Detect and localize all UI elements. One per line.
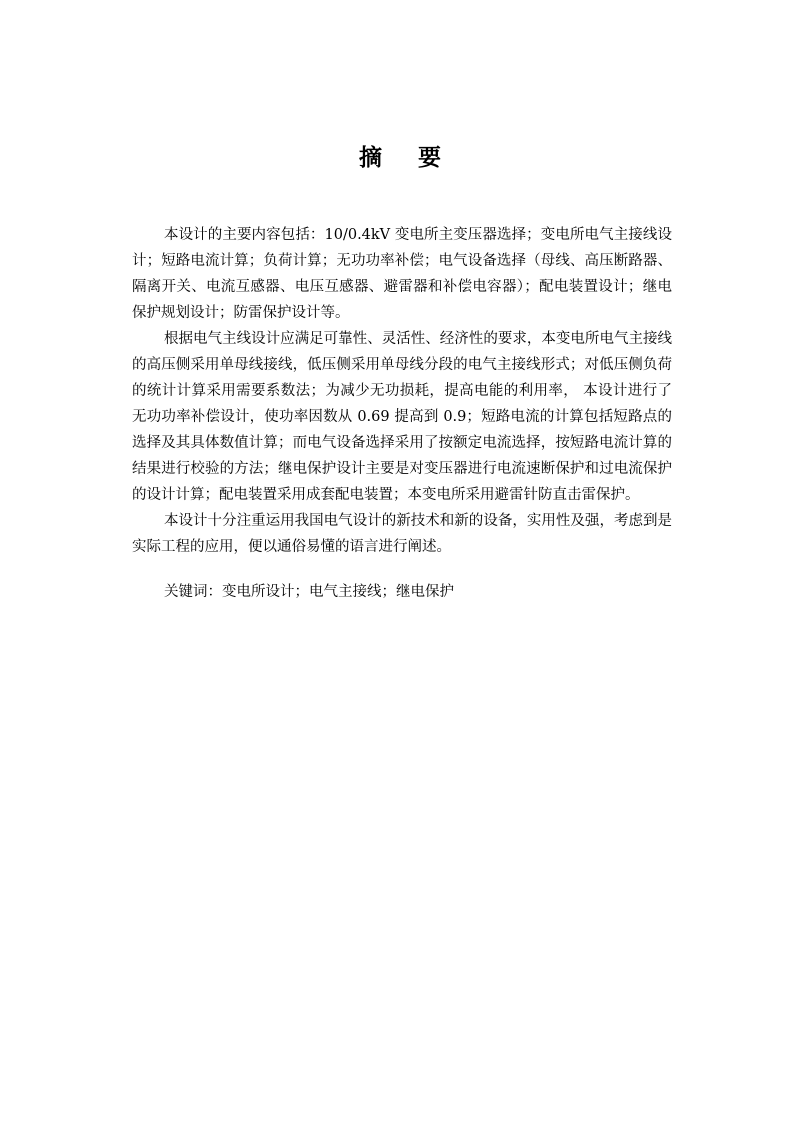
abstract-paragraph-2: 根据电气主线设计应满足可靠性、灵活性、经济性的要求，本变电所电气主接线的高压侧采用单母线接线，低压侧采用单母线分段的电气主接线形式；对低压侧负荷的统计计算采用需要系数法；为减少无功损耗，提高电能的利用率， 本设计进行了无功功率补偿设计，使功率因数从 0.69 提高到 0.9；短路电流的计算包括短路点的选择及其具体数值计算；而电气设备选择采用了按额定电流选择，按短路电流计算的结果进行校验的方法；继电保护设计主要是对变压器进行电流速断保护和过电流保护的设计计算；配电装置采用成套配电装置；本变电所采用避雷针防直击雷保护。	[132, 331, 672, 503]
keywords-line: 关键词：变电所设计；电气主接线；继电保护	[164, 584, 454, 600]
abstract-body	[132, 222, 672, 620]
abstract-paragraph-1: 本设计的主要内容包括：10/0.4kV 变电所主变压器选择；变电所电气主接线设计；短路电流计算；负荷计算；无功功率补偿；电气设备选择（母线、高压断路器、隔离开关、电流互感器、电压互感器、避雷器和补偿电容器）；配电装置设计；继电保护规划设计；防雷保护设计等。	[132, 227, 672, 321]
abstract-paragraph-3: 本设计十分注重运用我国电气设计的新技术和新的设备，实用性及强，考虑到是实际工程的应用，便以通俗易懂的语言进行阐述。	[132, 513, 672, 555]
page-title: 摘 要	[358, 145, 455, 171]
